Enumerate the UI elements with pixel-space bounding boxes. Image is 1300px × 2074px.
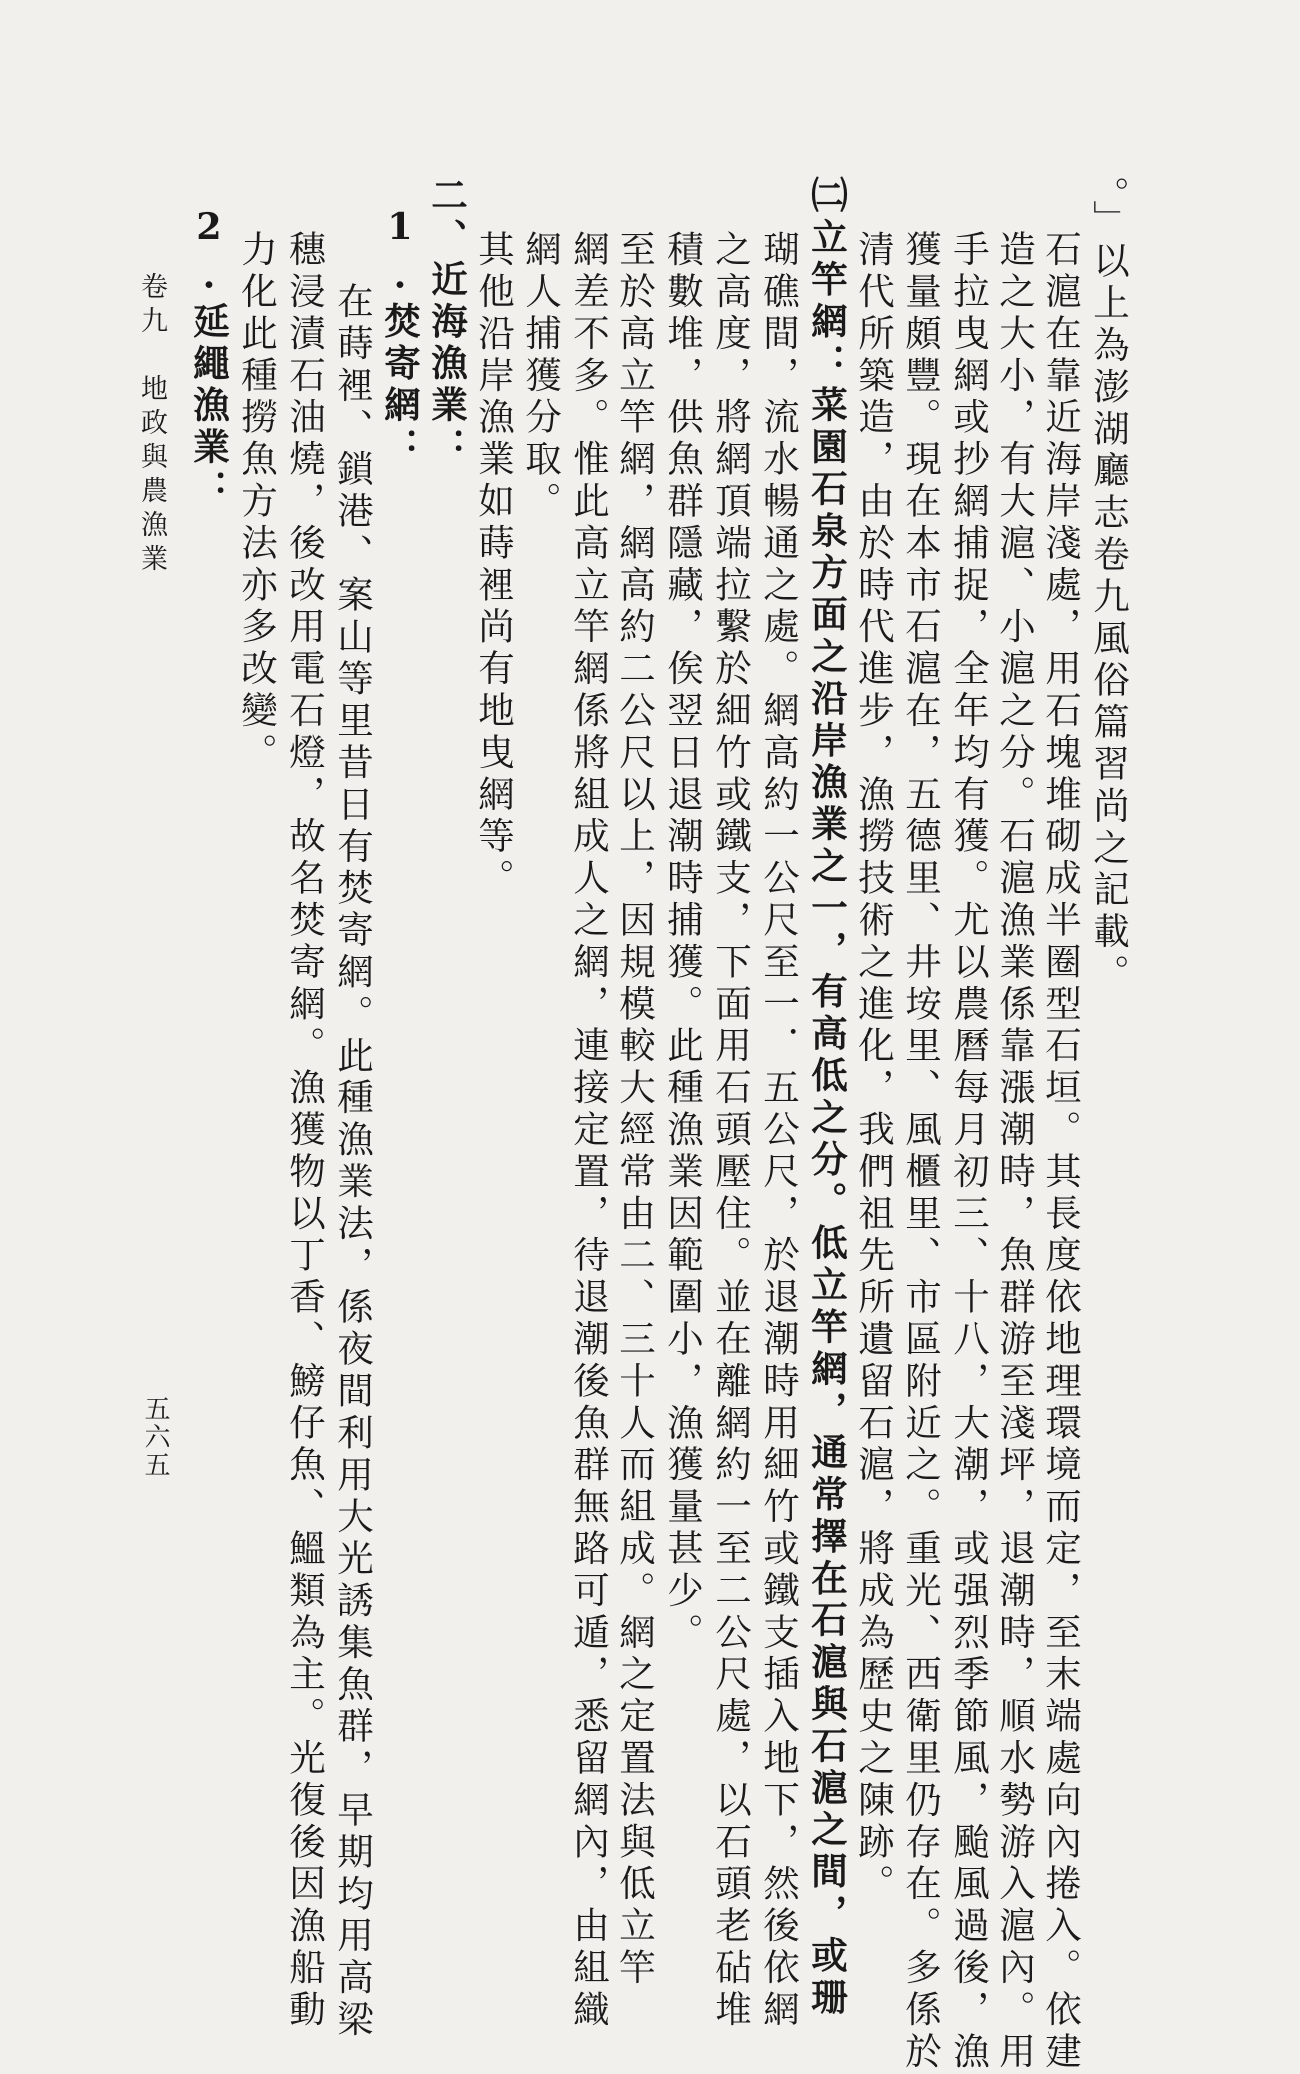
subheading-longline-fishery: 2.延繩漁業： — [187, 205, 231, 512]
text-line-11: 至於高立竿網，網高約二公尺以上，因規模較大經常由二、三十人而組成。網之定置法與低立竿 — [613, 230, 657, 1990]
text-line-5: 獲量頗豐。現在本市石滬在，五德里、井垵里、風櫃里、市區附近之。重光、西衛里仍存在。多係於 — [899, 230, 943, 2074]
subheading-fen-ji-net: 1.焚寄網： — [378, 205, 422, 470]
page-number: 五六五 — [140, 1395, 170, 1479]
text-line-3: 造之大小，有大滬、小滬之分。石滬漁業係靠漲潮時，魚群游至淺坪，退潮時，順水勢游入滬內。用 — [993, 230, 1037, 2074]
text-line-1: 。」以上為澎湖廳志卷九風俗篇習尚之記載。 — [1087, 176, 1131, 996]
text-line-19: 力化此種撈魚方法亦多改變。 — [235, 230, 279, 775]
section-heading-raised-pole-net: ㈡立竿網：菜園石泉方面之沿岸漁業之一，有高低之分。低立竿網，通常擇在石滬與石滬之間，或珊 — [805, 176, 849, 2020]
text-line-13: 網人捕獲分取。 — [519, 230, 563, 524]
text-line-12: 網差不多。惟此高立竿網係將組成人之網，連接定置，待退潮後魚群無路可遁，悉留網內，由組織 — [567, 230, 611, 2032]
section-heading-offshore-fishery: 二、近海漁業： — [425, 176, 469, 470]
text-line-18: 穗浸漬石油燒，後改用電石燈，故名焚寄網。漁獲物以丁香、鰟仔魚、鰮類為主。光復後因漁船動 — [283, 230, 327, 2032]
text-line-14: 其他沿岸漁業如蒔裡尚有地曳網等。 — [472, 230, 516, 901]
text-line-6: 清代所築造，由於時代進步，漁撈技術之進化，我們祖先所遺留石滬，將成為歷史之陳跡。 — [852, 230, 896, 1906]
text-line-9: 之高度，將網頂端拉繫於細竹或鐵支，下面用石頭壓住。並在離網約一至二公尺處，以石頭老砧堆 — [709, 230, 753, 2032]
text-line-8: 瑚礁間，流水暢通之處。網高約一公尺至一．五公尺，於退潮時用細竹或鐵支插入地下，然後依網 — [757, 230, 801, 2032]
text-line-17: 在蒔裡、鎖港、案山等里昔日有焚寄網。此種漁業法，係夜間利用大光誘集魚群，早期均用高梁 — [331, 282, 375, 2042]
running-head: 卷九 地政與農漁業 — [136, 272, 167, 578]
text-line-2: 石滬在靠近海岸淺處，用石塊堆砌成半圈型石垣。其長度依地理環境而定，至末端處向內捲入。依建 — [1039, 230, 1083, 2074]
text-line-10: 積數堆，供魚群隱藏，俟翌日退潮時捕獲。此種漁業因範圍小，漁獲量甚少。 — [661, 230, 705, 1655]
text-line-4: 手拉曳網或抄網捕捉，全年均有獲。尤以農曆每月初三、十八，大潮，或强烈季節風，颱風過後，漁 — [947, 230, 991, 2074]
